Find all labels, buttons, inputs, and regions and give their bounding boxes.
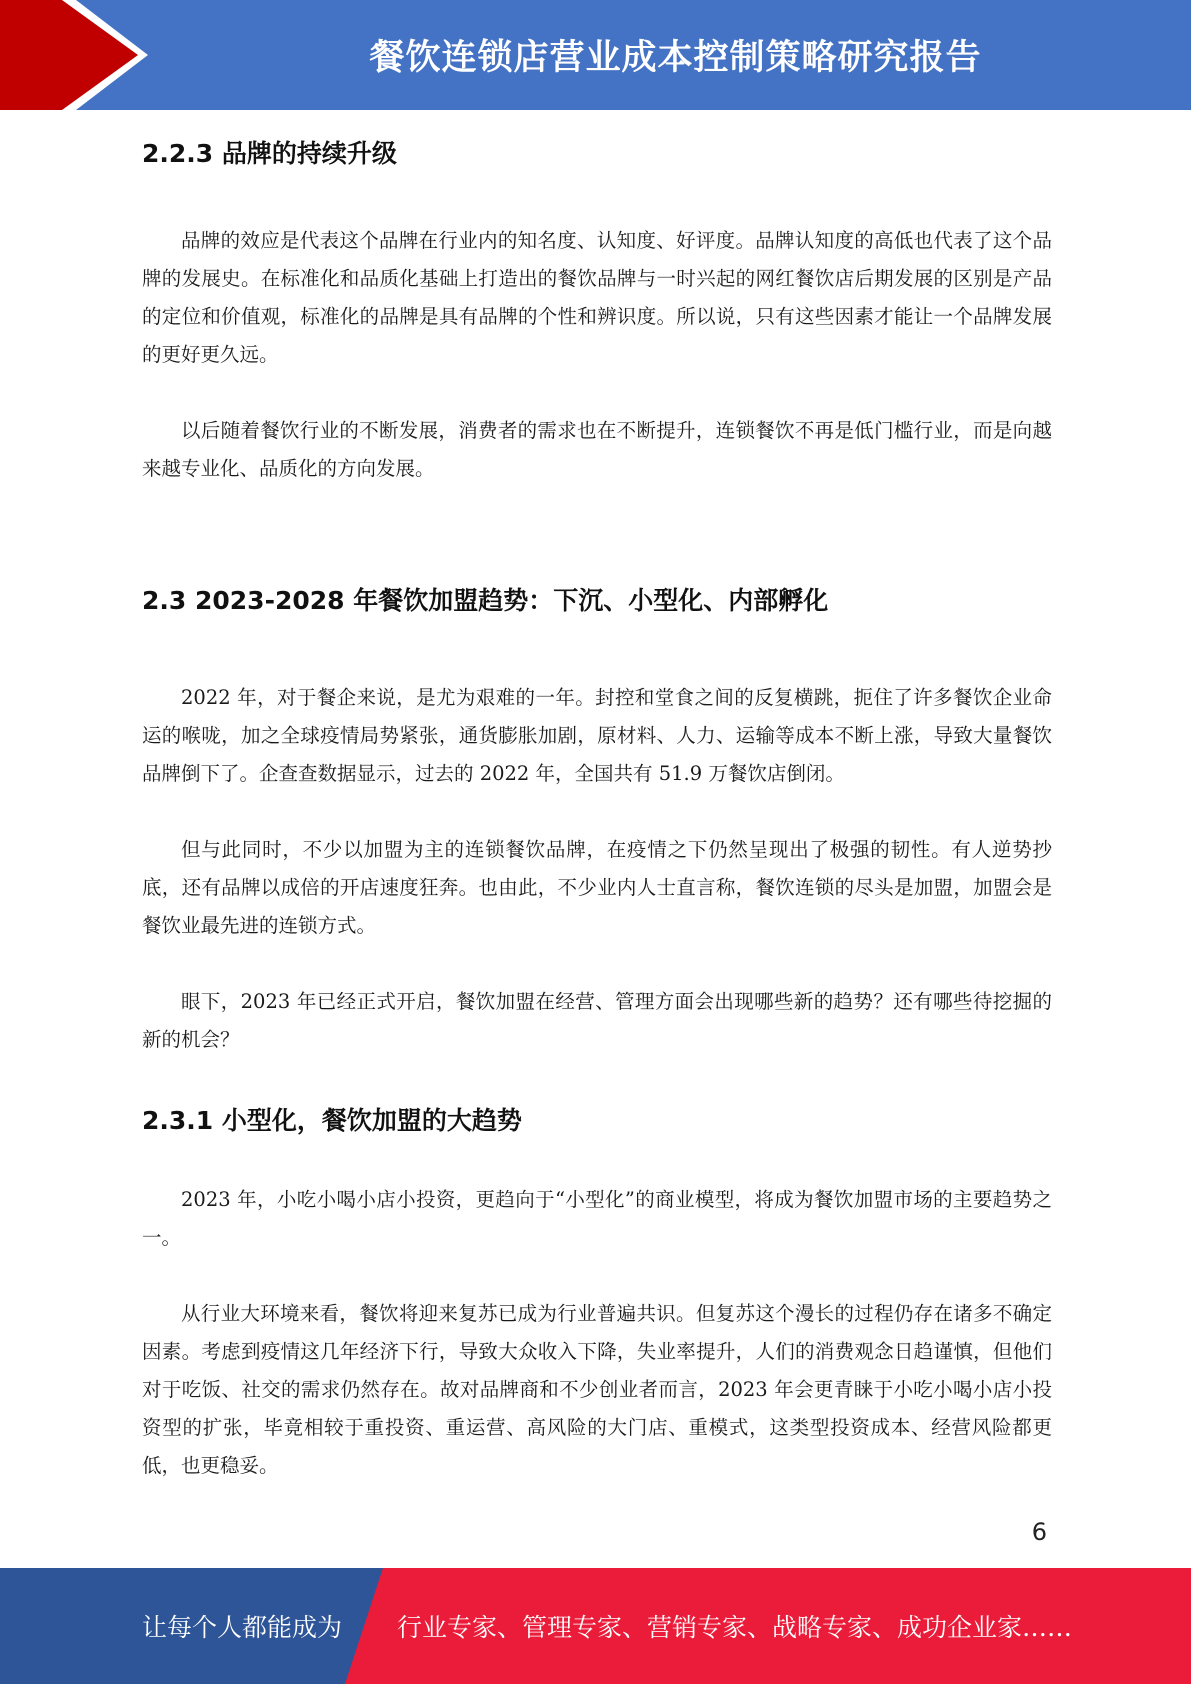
document-body	[142, 110, 1052, 1485]
section-heading-2-3: 2.3 2023-2028 年餐饮加盟趋势：下沉、小型化、内部孵化	[142, 586, 829, 615]
page-number: 6	[1031, 1518, 1047, 1546]
footer-slogan-right: 行业专家、管理专家、营销专家、战略专家、成功企业家……	[397, 1613, 1073, 1642]
header-arrow-decoration	[0, 0, 160, 110]
paragraph: 眼下，2023 年已经正式开启，餐饮加盟在经营、管理方面会出现哪些新的趋势？还有哪些待挖掘的新的机会？	[142, 990, 1052, 1051]
footer-slogan-left: 让每个人都能成为	[142, 1613, 343, 1642]
page-footer	[0, 1568, 1191, 1684]
section-heading-2-3-1: 2.3.1 小型化，餐饮加盟的大趋势	[142, 1106, 522, 1135]
paragraph: 2022 年，对于餐企来说，是尤为艰难的一年。封控和堂食之间的反复横跳，扼住了许多餐饮企业命运的喉咙，加之全球疫情局势紧张，通货膨胀加剧，原材料、人力、运输等成本不断上涨，导致大量餐饮品牌倒下了。企查查数据显示，过去的 2022 年，全国共有 51.9 万餐饮店倒闭。	[142, 686, 1052, 785]
section-heading-2-2-3: 2.2.3 品牌的持续升级	[142, 139, 397, 168]
header-title: 餐饮连锁店营业成本控制策略研究报告	[369, 38, 982, 78]
paragraph: 以后随着餐饮行业的不断发展，消费者的需求也在不断提升，连锁餐饮不再是低门槛行业，而是向越来越专业化、品质化的方向发展。	[142, 419, 1052, 480]
paragraph: 但与此同时，不少以加盟为主的连锁餐饮品牌，在疫情之下仍然呈现出了极强的韧性。有人逆势抄底，还有品牌以成倍的开店速度狂奔。也由此，不少业内人士直言称，餐饮连锁的尽头是加盟，加盟会是餐饮业最先进的连锁方式。	[142, 838, 1052, 937]
paragraph: 2023 年，小吃小喝小店小投资，更趋向于“小型化”的商业模型，将成为餐饮加盟市场的主要趋势之一。	[142, 1188, 1052, 1249]
paragraph: 从行业大环境来看，餐饮将迎来复苏已成为行业普遍共识。但复苏这个漫长的过程仍存在诸多不确定因素。考虑到疫情这几年经济下行，导致大众收入下降，失业率提升，人们的消费观念日趋谨慎，但他们对于吃饭、社交的需求仍然存在。故对品牌商和不少创业者而言，2023 年会更青睐于小吃小喝小店小投资型的扩张，毕竟相较于重投资、重运营、高风险的大门店、重模式，这类型投资成本、经营风险都更低，也更稳妥。	[142, 1302, 1052, 1477]
page-header	[0, 0, 1191, 110]
paragraph: 品牌的效应是代表这个品牌在行业内的知名度、认知度、好评度。品牌认知度的高低也代表了这个品牌的发展史。在标准化和品质化基础上打造出的餐饮品牌与一时兴起的网红餐饮店后期发展的区别是产品的定位和价值观，标准化的品牌是具有品牌的个性和辨识度。所以说，只有这些因素才能让一个品牌发展的更好更久远。	[142, 229, 1052, 366]
